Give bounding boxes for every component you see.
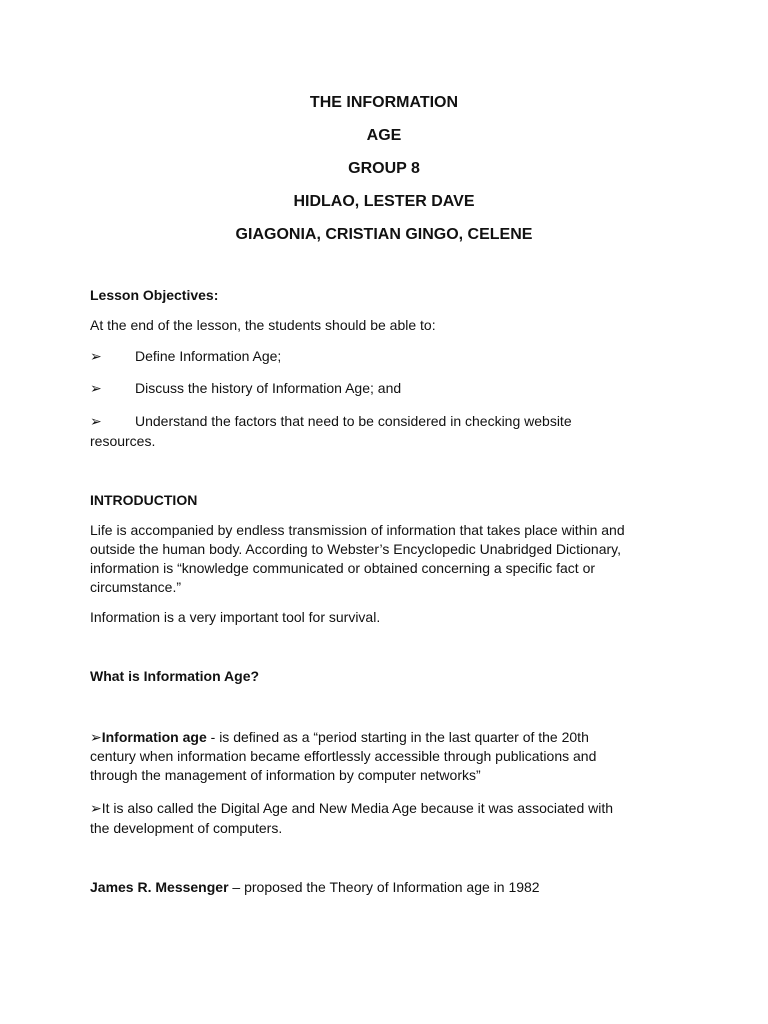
title-line-1: THE INFORMATION: [309, 94, 459, 111]
messenger-text: – proposed the Theory of Information age in 1982: [228, 879, 540, 895]
introduction-paragraph-line-2: outside the human body. According to Webster’s Encyclopedic Unabridged Dictionary,: [90, 541, 622, 557]
arrow-bullet-icon: ➢: [90, 800, 102, 816]
also-called-line-2: the development of computers.: [90, 820, 283, 836]
objective-item-1: [90, 346, 680, 366]
introduction-paragraph-line-3: information is “knowledge communicated or obtained concerning a specific fact or: [90, 560, 596, 576]
arrow-bullet-icon: ➢: [90, 380, 102, 396]
definition-line-1: [90, 727, 680, 747]
what-is-heading: What is Information Age?: [90, 668, 260, 684]
also-called-line-1: [90, 798, 680, 818]
definition-line-2: century when information became effortlessly accessible through publications and: [90, 748, 597, 764]
introduction-paragraph-line-4: circumstance.”: [90, 579, 182, 595]
introduction-paragraph-line-1: Life is accompanied by endless transmission of information that takes place within and: [90, 522, 625, 538]
objective-item-3-continued: resources.: [90, 433, 156, 449]
title-line-4: HIDLAO, LESTER DAVE: [293, 193, 475, 210]
definition-text: - is defined as a “period starting in the last quarter of the 20th: [206, 729, 589, 745]
arrow-bullet-icon: ➢: [90, 348, 102, 364]
objectives-heading: Lesson Objectives:: [90, 287, 219, 303]
arrow-bullet-icon: ➢: [90, 729, 102, 745]
also-called-text: It is also called the Digital Age and New Media Age because it was associated with: [101, 800, 614, 816]
definition-term: Information age: [101, 729, 207, 745]
definition-line-3: through the management of information by computer networks”: [90, 767, 481, 783]
objective-text: Understand the factors that need to be considered in checking website: [135, 413, 572, 429]
title-line-5: GIAGONIA, CRISTIAN GINGO, CELENE: [235, 226, 533, 243]
messenger-name: James R. Messenger: [90, 879, 229, 895]
objectives-intro: At the end of the lesson, the students should be able to:: [90, 317, 436, 333]
title-line-2: AGE: [366, 127, 402, 144]
objective-text: Discuss the history of Information Age; and: [135, 380, 402, 396]
objective-text: Define Information Age;: [135, 348, 282, 364]
introduction-paragraph-2: Information is a very important tool for survival.: [90, 609, 381, 625]
objective-item-2: [90, 378, 680, 398]
title-line-3: GROUP 8: [348, 160, 420, 177]
messenger-line: [90, 877, 680, 897]
objective-item-3: [90, 411, 680, 431]
introduction-heading: INTRODUCTION: [90, 492, 198, 508]
arrow-bullet-icon: ➢: [90, 413, 102, 429]
